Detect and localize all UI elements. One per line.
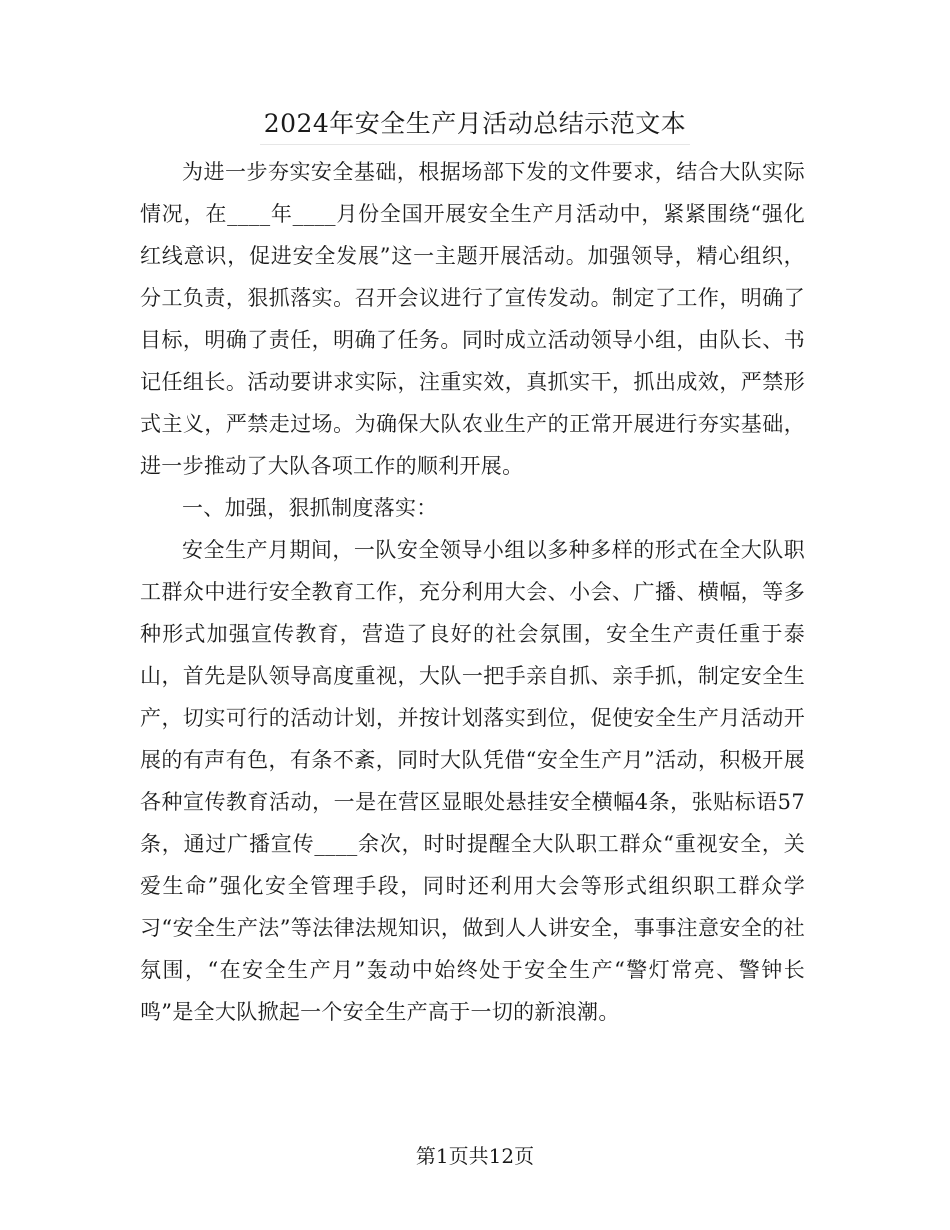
document-title: 2024年安全生产月活动总结示范文本 <box>260 104 691 145</box>
section-heading-1: 一、加强，狠抓制度落实： <box>182 496 438 520</box>
paragraph-section-1: 安全生产月期间，一队安全领导小组以多种多样的形式在全大队职工群众中进行安全教育工作，充分利用大会、小会、广播、横幅，等多种形式加强宣传教育，营造了良好的社会氛围，安全生产责任重于泰山，首先是队领导高度重视，大队一把手亲自抓、亲手抓，制定安全生产，切实可行的活动计划，并按计划落实到位，促使安全生产月活动开展的有声有色，有条不紊，同时大队凭借“安全生产月”活动，积极开展各种宣传教育活动，一是在营区显眼处悬挂安全横幅4条，张贴标语57条，通过广播宣传____余次，时时提醒全大队职工群众“重视安全，关爱生命”强化安全管理手段，同时还利用大会等形式组织职工群众学习“安全生产法”等法律法规知识，做到人人讲安全，事事注意安全的社氛围，“在安全生产月”轰动中始终处于安全生产“警灯常亮、警钟长鸣”是全大队掀起一个安全生产高于一切的新浪潮。 <box>140 538 805 1024</box>
page-number-footer: 第1页共12页 <box>415 1144 535 1168</box>
document-body <box>140 151 805 1033</box>
paragraph-intro: 为进一步夯实安全基础，根据场部下发的文件要求，结合大队实际情况，在____年____月份全国开展安全生产月活动中，紧紧围绕“强化红线意识，促进安全发展”这一主题开展活动。加强领导，精心组织，分工负责，狠抓落实。召开会议进行了宣传发动。制定了工作，明确了目标，明确了责任，明确了任务。同时成立活动领导小组，由队长、书记任组长。活动要讲求实际，注重实效，真抓实干，抓出成效，严禁形式主义，严禁走过场。为确保大队农业生产的正常开展进行夯实基础，进一步推动了大队各项工作的顺利开展。 <box>140 160 805 478</box>
document-title-block <box>0 104 950 145</box>
